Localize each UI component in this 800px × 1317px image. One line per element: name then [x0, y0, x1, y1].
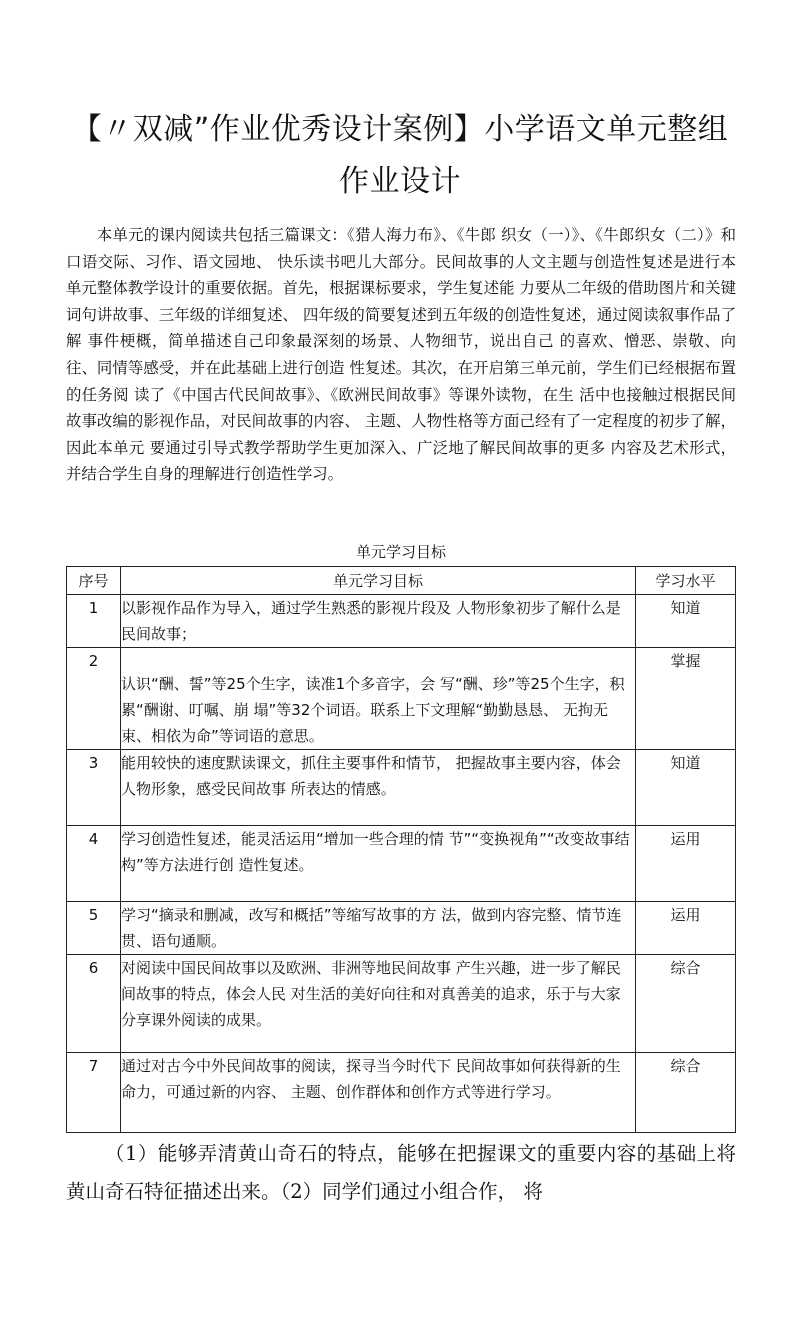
row-level: 运用 [636, 826, 736, 902]
table-row [67, 648, 736, 750]
table-row [67, 955, 736, 1053]
row-no: 4 [67, 826, 121, 902]
header-level: 学习水平 [636, 567, 736, 595]
row-level: 综合 [636, 955, 736, 1053]
row-goal: 通过对古今中外民间故事的阅读，探寻当今时代下 民间故事如何获得新的生命力，可通过新的内容、 主题、创作群体和创作方式等进行学习。 [121, 1053, 636, 1133]
row-no: 6 [67, 955, 121, 1053]
table-row [67, 595, 736, 648]
table-row [67, 902, 736, 955]
table-header-row [67, 567, 736, 595]
table-row [67, 750, 736, 826]
row-no: 2 [67, 648, 121, 750]
row-no: 5 [67, 902, 121, 955]
row-goal: 对阅读中国民间故事以及欧洲、非洲等地民间故事 产生兴趣，进一步了解民间故事的特点，体会人民 对生活的美好向往和对真善美的追求，乐于与大家 分享课外阅读的成果。 [121, 955, 636, 1053]
row-no: 7 [67, 1053, 121, 1133]
row-goal: 能用较快的速度默读课文，抓住主要事件和情节， 把握故事主要内容，体会人物形象，感受民间故事 所表达的情感。 [121, 750, 636, 826]
row-goal: 学习创造性复述，能灵活运用“增加一些合理的情 节”“变换视角”“改变故事结构”等方法进行创 造性复述。 [121, 826, 636, 902]
table-row [67, 1053, 736, 1133]
header-goal: 单元学习目标 [121, 567, 636, 595]
row-level: 掌握 [636, 648, 736, 750]
row-no: 1 [67, 595, 121, 648]
table-row [67, 826, 736, 902]
intro-paragraph: 本单元的课内阅读共包括三篇课文：《猎人海力布》、《牛郎 织女（一）》、《牛郎织女（二）》和口语交际、习作、语文园地、 快乐读书吧儿大部分。民间故事的人文主题与创造性复述是进行本 单元整体教学设计的重要依据。首先，根据课标要求，学生复述能 力要从二年级的借助图片和关键词句讲故事、三年级的详细复述、 四年级的简要复述到五年级的创造性复述，通过阅读叙事作品了解 事件梗概，简单描述自己印象最深刻的场景、人物细节，说出自己 的喜欢、憎恶、崇敬、向往、同情等感受，并在此基础上进行创造 性复述。其次，在开启第三单元前，学生们已经根据布置的任务阅 读了《中国古代民间故事》、《欧洲民间故事》等课外读物，在生 活中也接触过根据民间故事改编的影视作品，对民间故事的内容、 主题、人物性格等方面己经有了一定程度的初步了解，因此本单元 要通过引导式教学帮助学生更加深入、广泛地了解民间故事的更多 内容及艺术形式，并结合学生自身的理解进行创造性学习。 [66, 226, 736, 484]
row-level: 知道 [636, 595, 736, 648]
row-level: 综合 [636, 1053, 736, 1133]
learning-goals-table [66, 566, 736, 1133]
row-goal: 学习“摘录和删减，改写和概括”等缩写故事的方 法，做到内容完整、情节连贯、语句通顺。 [121, 902, 636, 955]
row-goal: 认识“酬、誓”等25个生字，读准1个多音字，会 写“酬、珍”等25个生字，积累“酬谢、叮嘱、崩 塌”等32个词语。联系上下文理解“勤勤恳恳、 无拘无束、相依为命”等词语的意思。 [121, 648, 636, 750]
header-no: 序号 [67, 567, 121, 595]
table-caption: 单元学习目标 [355, 543, 446, 561]
row-level: 运用 [636, 902, 736, 955]
row-level: 知道 [636, 750, 736, 826]
row-goal: 以影视作品作为导入，通过学生熟悉的影视片段及 人物形象初步了解什么是民间故事； [121, 595, 636, 648]
document-title: 【〃双减”作业优秀设计案例】小学语文单元整组作业设计 [71, 112, 729, 199]
row-no: 3 [67, 750, 121, 826]
closing-paragraph: （1）能够弄清黄山奇石的特点，能够在把握课文的重要内容的基础上将黄山奇石特征描述出来。（2）同学们通过小组合作， 将 [66, 1142, 736, 1203]
